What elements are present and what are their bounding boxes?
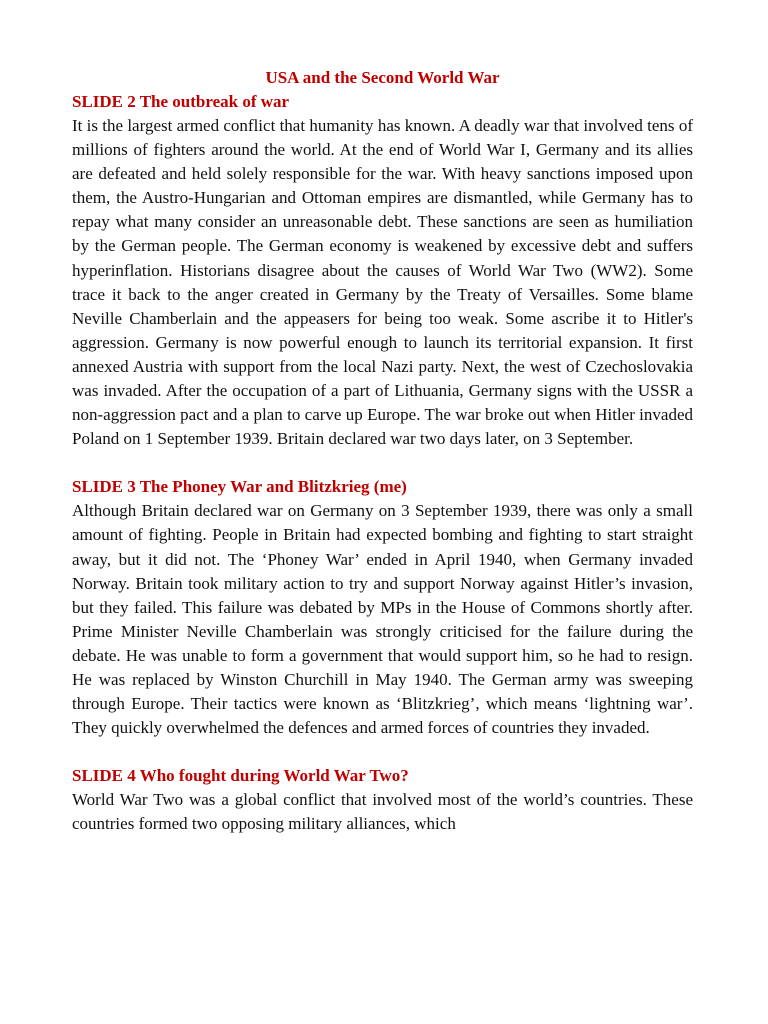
section-body-slide-2: It is the largest armed conflict that humanity has known. A deadly war that involved tens of millions of fighters around the world. At the end of World War I, Germany and its allies are defeated and held solely responsible for the war. With heavy sanctions imposed upon them, the Austro-Hungarian and Ottoman empires are dismantled, while Germany has to repay what many consider an unreasonable debt. These sanctions are seen as humiliation by the German people. The German economy is weakened by excessive debt and suffers hyperinflation. Historians disagree about the causes of World War Two (WW2). Some trace it back to the anger created in Germany by the Treaty of Versailles. Some blame Neville Chamberlain and the appeasers for being too weak. Some ascribe it to Hitler's aggression. Germany is now powerful enough to launch its territorial expansion. It first annexed Austria with support from the local Nazi party. Next, the west of Czechoslovakia was invaded. After the occupation of a part of Lithuania, Germany signs with the USSR a non-aggression pact and a plan to carve up Europe. The war broke out when Hitler invaded Poland on 1 September 1939. Britain declared war two days later, on 3 September. [72, 116, 693, 449]
section-body-slide-4: World War Two was a global conflict that involved most of the world’s countries. These countries formed two opposing military alliances, which [72, 790, 693, 834]
paragraph-spacer [72, 451, 693, 475]
section-heading-slide-4: SLIDE 4 Who fought during World War Two? [72, 766, 409, 786]
document-page [72, 66, 693, 836]
paragraph-spacer [72, 740, 693, 764]
section-body-slide-3: Although Britain declared war on Germany on 3 September 1939, there was only a small amount of fighting. People in Britain had expected bombing and fighting to start straight away, but it did not. The ‘Phoney War’ ended in April 1940, when Germany invaded Norway. Britain took military action to try and support Norway against Hitler’s invasion, but they failed. This failure was debated by MPs in the House of Commons shortly after. Prime Minister Neville Chamberlain was strongly criticised for the failure during the debate. He was unable to form a government that would support him, so he had to resign. He was replaced by Winston Churchill in May 1940. The German army was sweeping through Europe. Their tactics were known as ‘Blitzkrieg’, which means ‘lightning war’. They quickly overwhelmed the defences and armed forces of countries they invaded. [72, 501, 693, 738]
document-title: USA and the Second World War [265, 68, 500, 87]
section-heading-slide-2: SLIDE 2 The outbreak of war [72, 92, 290, 111]
section-heading-slide-3: SLIDE 3 The Phoney War and Blitzkrieg (me) [72, 477, 407, 497]
